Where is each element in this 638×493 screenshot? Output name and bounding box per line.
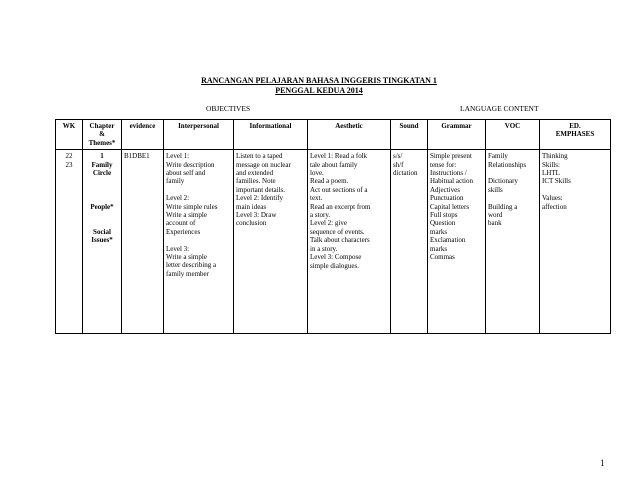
cell-line: Values:: [542, 194, 563, 203]
cell-line: Act out sections of a: [310, 185, 368, 194]
cell-line: account of: [166, 219, 196, 228]
cell-line: Instructions /: [430, 169, 467, 178]
cell-line: Simple present: [430, 152, 472, 161]
header-wk: WK: [56, 120, 83, 150]
cell-line: Talk about characters: [310, 236, 370, 245]
cell-line: Capital letters: [430, 202, 470, 211]
cell-ed: [540, 150, 611, 334]
document-subtitle: PENGGAL KEDUA 2014: [275, 86, 363, 95]
cell-line: 23: [65, 160, 73, 169]
cell-line: Social: [93, 227, 111, 236]
cell-line: love.: [310, 169, 324, 178]
cell-line: main ideas: [236, 202, 267, 211]
cell-line: [166, 236, 231, 244]
cell-line: Building a: [488, 202, 518, 211]
cell-line: letter describing a: [166, 261, 217, 270]
header-aesthetic: Aesthetic: [308, 120, 391, 150]
cell-line: Skills:: [542, 160, 560, 169]
cell-line: [85, 211, 119, 219]
cell-line: marks: [430, 227, 448, 236]
cell-line: Level 2: Identify: [236, 194, 284, 203]
cell-line: [542, 186, 608, 194]
cell-line: Level 2: give: [310, 219, 347, 228]
cell-line: Family: [488, 152, 508, 161]
cell-line: [85, 194, 119, 202]
cell-line: word: [488, 211, 503, 220]
cell-interpersonal: [164, 150, 234, 334]
cell-line: B1DBE1: [124, 152, 150, 161]
cell-aesthetic: [308, 150, 391, 334]
cell-line: [488, 169, 537, 177]
cell-line: Listen to a taped: [236, 152, 283, 161]
page-number: 1: [600, 458, 605, 468]
cell-line: tense for:: [430, 160, 457, 169]
cell-line: bank: [488, 219, 502, 228]
cell-line: [85, 186, 119, 194]
header-interpersonal: Interpersonal: [164, 120, 234, 150]
header-ed-line1: ED.: [569, 122, 581, 130]
cell-line: 22: [65, 152, 73, 161]
cell-line: a story.: [310, 211, 331, 220]
cell-line: tale about family: [310, 160, 358, 169]
header-chapter-themes: [83, 120, 122, 150]
cell-line: ICT Skills: [542, 177, 571, 186]
cell-line: family: [166, 177, 185, 186]
cell-line: Relationships: [488, 160, 527, 169]
cell-line: Family: [91, 160, 113, 169]
header-chapter-line1: Chapter: [89, 122, 115, 130]
cell-line: important details.: [236, 185, 285, 194]
cell-line: Level 3: Compose: [310, 253, 362, 262]
cell-line: dictation: [393, 169, 418, 178]
cell-line: Question: [430, 219, 456, 228]
cell-wk: [56, 150, 83, 334]
cell-line: Exclamation: [430, 236, 466, 245]
cell-line: and extended: [236, 169, 274, 178]
cell-line: Write description: [166, 160, 215, 169]
cell-line: Circle: [92, 169, 112, 178]
cell-line: about self and: [166, 169, 206, 178]
cell-line: Experiences: [166, 227, 201, 236]
cell-line: Habitual action: [430, 177, 473, 186]
table-row: [56, 150, 611, 334]
cell-line: Level 2:: [166, 194, 190, 203]
cell-line: simple dialogues.: [310, 261, 359, 270]
cell-line: [85, 177, 119, 185]
header-ed-emphases: [540, 120, 611, 150]
lesson-plan-table: [55, 119, 611, 334]
cell-line: sh/f: [393, 160, 404, 169]
cell-line: Level 3: Draw: [236, 211, 277, 220]
cell-line: Dictionary: [488, 177, 518, 186]
cell-line: family member: [166, 269, 209, 278]
cell-sound: [391, 150, 428, 334]
cell-line: affection: [542, 202, 567, 211]
section-objectives-label: OBJECTIVES: [206, 104, 251, 113]
cell-line: Level 1:: [166, 152, 190, 161]
cell-line: in a story.: [310, 244, 338, 253]
cell-line: Commas: [430, 253, 455, 262]
document-title: RANCANGAN PELAJARAN BAHASA INGGERIS TINGKATAN 1: [201, 76, 437, 85]
cell-line: conclusion: [236, 219, 267, 228]
cell-line: LHTL: [542, 169, 560, 178]
cell-line: Write simple rules: [166, 202, 218, 211]
cell-line: 1: [100, 152, 104, 161]
cell-line: Punctuation: [430, 194, 464, 203]
cell-line: families. Note: [236, 177, 276, 186]
cell-line: [488, 194, 537, 202]
header-evidence: evidence: [122, 120, 164, 150]
cell-line: Write a simple: [166, 211, 207, 220]
header-informational: Informational: [234, 120, 308, 150]
section-language-content-label: LANGUAGE CONTENT: [460, 104, 539, 113]
header-sound: Sound: [391, 120, 428, 150]
cell-line: Issues*: [91, 236, 113, 245]
cell-line: People*: [90, 202, 114, 211]
header-chapter-line2: &: [99, 130, 105, 139]
header-ed-line2: EMPHASES: [555, 130, 595, 139]
cell-line: Thinking: [542, 152, 568, 161]
header-grammar: Grammar: [428, 120, 486, 150]
cell-line: Level 1: Read a folk: [310, 152, 368, 161]
cell-line: sequence of events.: [310, 227, 365, 236]
header-voc: VOC: [486, 120, 540, 150]
table-header-row: [56, 120, 611, 150]
cell-line: [85, 219, 119, 227]
cell-line: Full stops: [430, 211, 458, 220]
cell-line: marks: [430, 244, 448, 253]
cell-line: skills: [488, 185, 503, 194]
cell-line: Adjectives: [430, 185, 460, 194]
cell-line: Level 3:: [166, 244, 190, 253]
header-chapter-line3: Themes*: [88, 138, 116, 147]
cell-line: s/s/: [393, 152, 403, 161]
cell-line: text.: [310, 194, 323, 203]
cell-evidence: [122, 150, 164, 334]
cell-line: Read an excerpt from: [310, 202, 371, 211]
cell-line: Write a simple: [166, 253, 207, 262]
cell-informational: [234, 150, 308, 334]
cell-line: [166, 186, 231, 194]
cell-line: message on nuclear: [236, 160, 291, 169]
cell-voc: [486, 150, 540, 334]
cell-grammar: [428, 150, 486, 334]
cell-line: Read a poem.: [310, 177, 349, 186]
cell-chapter: [83, 150, 122, 334]
